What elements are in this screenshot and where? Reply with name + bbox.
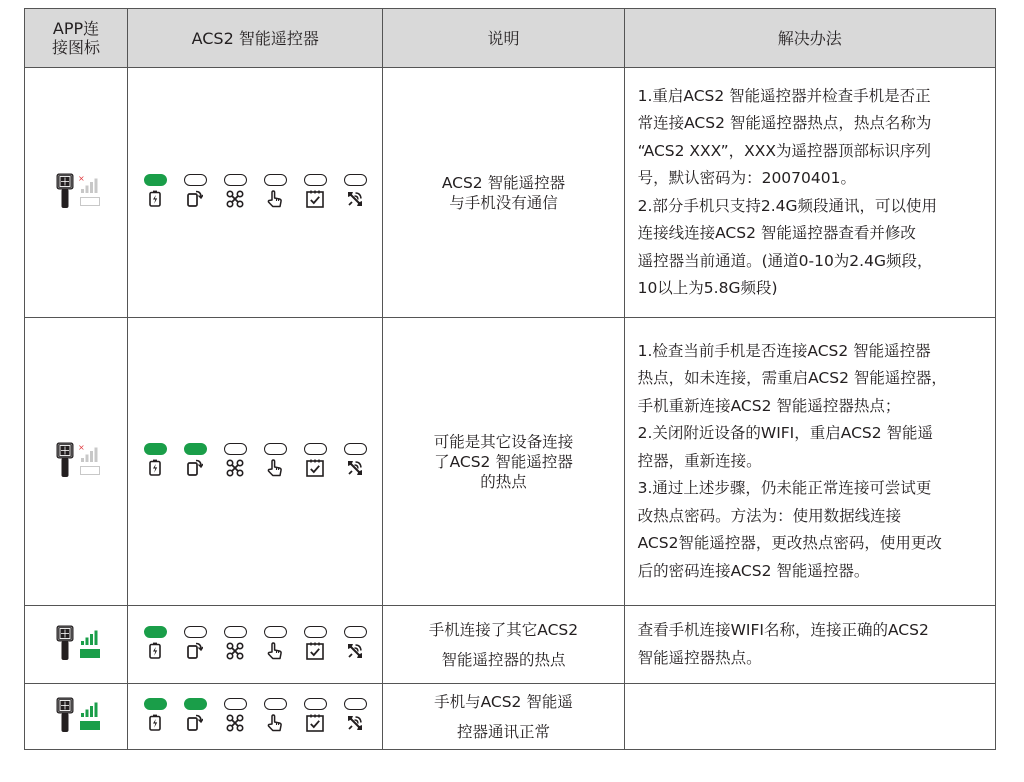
checklist-icon — [295, 642, 335, 660]
drone-icon — [215, 459, 255, 477]
hand-gesture-icon — [255, 459, 295, 477]
app-disconnected-icon — [56, 173, 102, 209]
app-icon-cell — [25, 318, 128, 606]
svg-text:×: × — [78, 174, 85, 183]
solution-line: 10以上为5.8G频段) — [637, 279, 778, 297]
hand-gesture-icon — [255, 642, 295, 660]
solution-line: 遥控器当前通道。(通道0-10为2.4G频段， — [637, 251, 933, 270]
svg-text:×: × — [78, 443, 85, 452]
solution-line: 连接线连接ACS2 智能遥控器查看并修改 — [637, 224, 916, 242]
led-indicator-off — [215, 174, 255, 186]
phone-connect-icon — [175, 459, 215, 477]
led-indicator-off — [295, 174, 335, 186]
app-icon-cell — [25, 68, 128, 318]
led-indicator-off — [335, 698, 375, 710]
troubleshooting-table — [24, 8, 996, 750]
header-remote: ACS2 智能遥控器 — [128, 9, 383, 68]
led-indicator-off — [175, 626, 215, 638]
solution-line: 手机重新连接ACS2 智能遥控器热点； — [637, 396, 901, 415]
led-panel — [135, 443, 375, 477]
solution-line: 3.通过上述步骤，仍未能正常连接可尝试更 — [637, 479, 932, 498]
checklist-icon — [295, 459, 335, 477]
led-panel — [135, 174, 375, 208]
battery-icon — [135, 714, 175, 732]
led-panel-cell — [128, 318, 383, 606]
table-row — [25, 606, 996, 684]
solution-line: 热点，如未连接，需重启ACS2 智能遥控器， — [637, 369, 947, 388]
app-connected-icon — [56, 697, 102, 733]
solution-line: 查看手机连接WIFI名称，连接正确的ACS2 — [637, 621, 929, 639]
description-cell: 可能是其它设备连接 了ACS2 智能遥控器 的热点 — [383, 318, 624, 606]
led-indicator-off — [215, 626, 255, 638]
drone-icon — [215, 714, 255, 732]
led-indicator-on — [135, 443, 175, 455]
solution-cell — [624, 606, 995, 684]
solution-line: 2.关闭附近设备的WIFI，重启ACS2 智能遥 — [637, 424, 934, 443]
phone-connect-icon — [175, 190, 215, 208]
header-app-icon: APP连 接图标 — [25, 9, 128, 68]
battery-icon — [135, 642, 175, 660]
drone-icon — [215, 642, 255, 660]
solution-line: 常连接ACS2 智能遥控器热点，热点名称为 — [637, 114, 932, 132]
solution-line: 后的密码连接ACS2 智能遥控器。 — [637, 561, 870, 580]
led-indicator-on — [135, 174, 175, 186]
led-indicator-on — [135, 698, 175, 710]
led-indicator-off — [255, 443, 295, 455]
app-connected-icon — [56, 625, 102, 661]
description-cell: 手机与ACS2 智能遥 控器通讯正常 — [383, 684, 624, 750]
satellite-icon — [335, 459, 375, 477]
led-indicator-off — [335, 626, 375, 638]
solution-line: 1.重启ACS2 智能遥控器并检查手机是否正 — [637, 86, 931, 105]
phone-connect-icon — [175, 642, 215, 660]
led-indicator-off — [255, 626, 295, 638]
solution-line: 改热点密码。方法为：使用数据线连接 — [637, 506, 902, 525]
led-indicator-on — [175, 698, 215, 710]
led-indicator-off — [215, 698, 255, 710]
phone-connect-icon — [175, 714, 215, 732]
satellite-icon — [335, 714, 375, 732]
table-row — [25, 684, 996, 750]
solution-line: 2.部分手机只支持2.4G频段通讯，可以使用 — [637, 196, 938, 215]
table-row — [25, 68, 996, 318]
checklist-icon — [295, 190, 335, 208]
satellite-icon — [335, 642, 375, 660]
app-icon-cell — [25, 684, 128, 750]
satellite-icon — [335, 190, 375, 208]
solution-cell — [624, 68, 995, 318]
solution-cell — [624, 684, 995, 750]
solution-line: ACS2智能遥控器，更改热点密码，使用更改 — [637, 534, 942, 553]
led-indicator-off — [335, 443, 375, 455]
led-indicator-off — [215, 443, 255, 455]
checklist-icon — [295, 714, 335, 732]
led-indicator-off — [255, 698, 295, 710]
solution-line: 控器，重新连接。 — [637, 451, 762, 470]
app-disconnected-icon — [56, 442, 102, 478]
led-indicator-off — [175, 174, 215, 186]
led-panel — [135, 626, 375, 660]
led-indicator-on — [135, 626, 175, 638]
drone-icon — [215, 190, 255, 208]
led-panel-cell — [128, 606, 383, 684]
led-indicator-off — [335, 174, 375, 186]
led-indicator-on — [175, 443, 215, 455]
header-description: 说明 — [383, 9, 624, 68]
table-row — [25, 318, 996, 606]
battery-icon — [135, 459, 175, 477]
header-solution: 解决办法 — [624, 9, 995, 68]
solution-cell — [624, 318, 995, 606]
led-panel-cell — [128, 684, 383, 750]
description-cell: 手机连接了其它ACS2 智能遥控器的热点 — [383, 606, 624, 684]
battery-icon — [135, 190, 175, 208]
solution-line: “ACS2 XXX”，XXX为遥控器顶部标识序列 — [637, 141, 932, 160]
led-indicator-off — [295, 443, 335, 455]
led-indicator-off — [295, 698, 335, 710]
solution-line: 号，默认密码为：20070401。 — [637, 169, 856, 187]
led-indicator-off — [295, 626, 335, 638]
led-panel-cell — [128, 68, 383, 318]
led-indicator-off — [255, 174, 295, 186]
table-header-row — [25, 9, 996, 68]
description-cell: ACS2 智能遥控器 与手机没有通信 — [383, 68, 624, 318]
solution-line: 1.检查当前手机是否连接ACS2 智能遥控器 — [637, 341, 931, 360]
led-panel — [135, 698, 375, 732]
app-icon-cell — [25, 606, 128, 684]
hand-gesture-icon — [255, 190, 295, 208]
solution-line: 智能遥控器热点。 — [637, 648, 762, 667]
hand-gesture-icon — [255, 714, 295, 732]
